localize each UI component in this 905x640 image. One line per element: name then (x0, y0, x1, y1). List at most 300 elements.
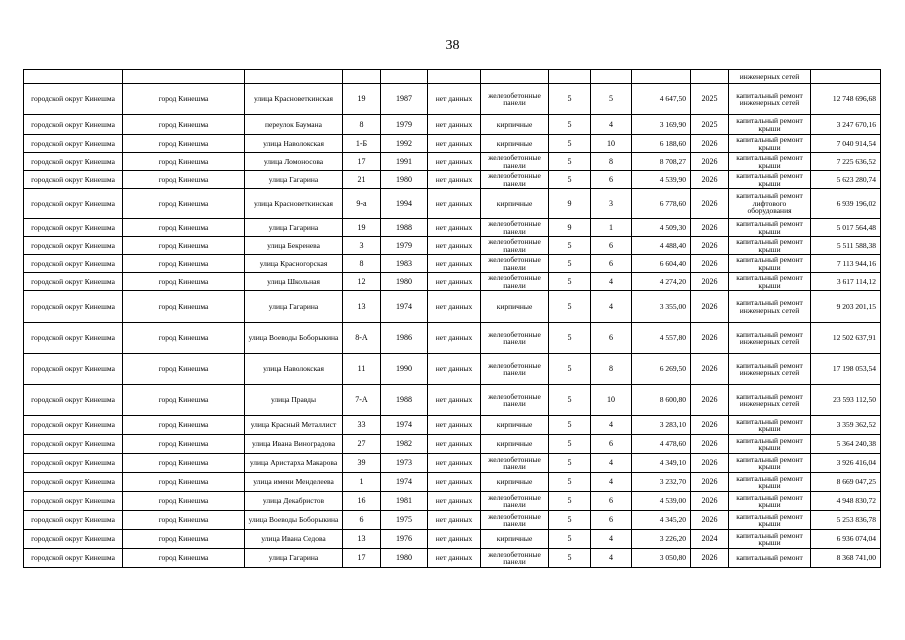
work-type-cell: капитальный ремонт крыши (729, 237, 811, 255)
work-type-cell: капитальный ремонт крыши (729, 135, 811, 153)
district-cell: городской округ Кинешма (24, 291, 123, 323)
table-row (24, 473, 881, 492)
entrances-cell: 6 (591, 492, 632, 511)
work-type-cell: капитальный ремонт крыши (729, 115, 811, 135)
table-row (24, 385, 881, 416)
year-commission-cell: нет данных (428, 549, 481, 568)
wall-material-cell: железобетонные панели (481, 454, 549, 473)
cost-cell: 5 623 280,74 (811, 171, 881, 189)
settlement-cell: город Кинешма (123, 255, 245, 273)
wall-material-cell: кирпичные (481, 473, 549, 492)
floors-cell: 5 (549, 255, 591, 273)
house-number-cell: 39 (343, 454, 381, 473)
year-cell: 1974 (381, 291, 428, 323)
entrances-cell: 6 (591, 435, 632, 454)
work-type-cell: капитальный ремонт крыши (729, 511, 811, 530)
house-number-cell: 17 (343, 549, 381, 568)
plan-year-cell: 2026 (691, 171, 729, 189)
year-cell: 1974 (381, 473, 428, 492)
area-cell: 8 600,80 (632, 385, 691, 416)
wall-material-cell: железобетонные панели (481, 385, 549, 416)
year-cell: 1990 (381, 354, 428, 385)
district-cell: городской округ Кинешма (24, 273, 123, 291)
plan-year-cell: 2026 (691, 189, 729, 219)
settlement-cell: город Кинешма (123, 135, 245, 153)
entrances-cell: 4 (591, 416, 632, 435)
cost-cell: 7 040 914,54 (811, 135, 881, 153)
street-cell: улица Гагарина (245, 219, 343, 237)
table-row (24, 171, 881, 189)
table-row (24, 435, 881, 454)
district-cell: городской округ Кинешма (24, 454, 123, 473)
floors-cell: 5 (549, 84, 591, 115)
table-row (24, 454, 881, 473)
street-cell: улица Наволокская (245, 354, 343, 385)
district-cell: городской округ Кинешма (24, 171, 123, 189)
area-cell: 3 050,80 (632, 549, 691, 568)
cost-cell: 5 511 588,38 (811, 237, 881, 255)
wall-material-cell: железобетонные панели (481, 255, 549, 273)
cost-cell: 5 253 836,78 (811, 511, 881, 530)
entrances-cell: 4 (591, 291, 632, 323)
plan-year-cell: 2026 (691, 385, 729, 416)
entrances-cell: 6 (591, 237, 632, 255)
floors-cell: 5 (549, 171, 591, 189)
district-cell: городской округ Кинешма (24, 354, 123, 385)
work-type-cell: капитальный ремонт крыши (729, 454, 811, 473)
work-type-cell: капитальный ремонт инженерных сетей (729, 354, 811, 385)
plan-year-cell: 2026 (691, 135, 729, 153)
work-type-cell: капитальный ремонт инженерных сетей (729, 323, 811, 354)
area-cell: 4 478,60 (632, 435, 691, 454)
plan-year-cell: 2026 (691, 219, 729, 237)
year-cell: 1992 (381, 135, 428, 153)
house-number-cell: 8 (343, 115, 381, 135)
house-number-cell: 1 (343, 473, 381, 492)
work-type-cell: капитальный ремонт крыши (729, 492, 811, 511)
wall-material-cell: железобетонные панели (481, 549, 549, 568)
floors-cell: 5 (549, 416, 591, 435)
street-cell: улица Декабристов (245, 492, 343, 511)
street-cell: улица Гагарина (245, 549, 343, 568)
entrances-cell: 8 (591, 354, 632, 385)
plan-year-cell: 2025 (691, 115, 729, 135)
year-commission-cell: нет данных (428, 189, 481, 219)
settlement-cell: город Кинешма (123, 323, 245, 354)
cost-cell: 7 225 636,52 (811, 153, 881, 171)
year-commission-cell: нет данных (428, 492, 481, 511)
settlement-cell: город Кинешма (123, 237, 245, 255)
house-number-cell: 13 (343, 291, 381, 323)
work-type-cell: инженерных сетей (729, 70, 811, 84)
street-cell: улица Наволокская (245, 135, 343, 153)
cost-cell: 9 203 201,15 (811, 291, 881, 323)
table-row (24, 273, 881, 291)
table-row (24, 189, 881, 219)
house-number-cell: 19 (343, 84, 381, 115)
year-cell: 1981 (381, 492, 428, 511)
floors-cell: 5 (549, 237, 591, 255)
wall-material-cell: железобетонные панели (481, 171, 549, 189)
street-cell: улица Гагарина (245, 171, 343, 189)
entrances-cell: 4 (591, 273, 632, 291)
district-cell: городской округ Кинешма (24, 416, 123, 435)
street-cell: улица Гагарина (245, 291, 343, 323)
work-type-cell: капитальный ремонт крыши (729, 473, 811, 492)
settlement-cell: город Кинешма (123, 153, 245, 171)
plan-year-cell: 2026 (691, 511, 729, 530)
street-cell: улица Красноветкинская (245, 84, 343, 115)
year-commission-cell: нет данных (428, 530, 481, 549)
year-cell: 1973 (381, 454, 428, 473)
table-row (24, 255, 881, 273)
year-commission-cell: нет данных (428, 435, 481, 454)
house-number-cell: 6 (343, 511, 381, 530)
entrances-cell: 4 (591, 549, 632, 568)
wall-material-cell: железобетонные панели (481, 84, 549, 115)
entrances-cell: 10 (591, 385, 632, 416)
cost-cell: 4 948 830,72 (811, 492, 881, 511)
wall-material-cell: кирпичные (481, 435, 549, 454)
settlement-cell: город Кинешма (123, 291, 245, 323)
settlement-cell: город Кинешма (123, 454, 245, 473)
floors-cell: 9 (549, 219, 591, 237)
year-commission-cell: нет данных (428, 84, 481, 115)
plan-year-cell: 2026 (691, 473, 729, 492)
settlement-cell: город Кинешма (123, 416, 245, 435)
year-commission-cell: нет данных (428, 135, 481, 153)
year-cell: 1980 (381, 171, 428, 189)
year-commission-cell: нет данных (428, 354, 481, 385)
year-cell: 1980 (381, 273, 428, 291)
wall-material-cell: кирпичные (481, 416, 549, 435)
year-commission-cell: нет данных (428, 473, 481, 492)
house-number-cell: 21 (343, 171, 381, 189)
settlement-cell: город Кинешма (123, 171, 245, 189)
table-row (24, 549, 881, 568)
settlement-cell: город Кинешма (123, 189, 245, 219)
entrances-cell: 10 (591, 135, 632, 153)
cost-cell: 3 926 416,04 (811, 454, 881, 473)
settlement-cell: город Кинешма (123, 354, 245, 385)
house-number-cell: 27 (343, 435, 381, 454)
house-number-cell: 19 (343, 219, 381, 237)
floors-cell: 9 (549, 189, 591, 219)
entrances-cell: 5 (591, 84, 632, 115)
year-commission-cell: нет данных (428, 153, 481, 171)
year-cell: 1988 (381, 219, 428, 237)
settlement-cell: город Кинешма (123, 549, 245, 568)
district-cell: городской округ Кинешма (24, 255, 123, 273)
wall-material-cell: железобетонные панели (481, 492, 549, 511)
year-commission-cell: нет данных (428, 291, 481, 323)
entrances-cell: 8 (591, 153, 632, 171)
cost-cell: 12 748 696,68 (811, 84, 881, 115)
year-commission-cell: нет данных (428, 454, 481, 473)
floors-cell: 5 (549, 153, 591, 171)
area-cell: 4 509,30 (632, 219, 691, 237)
house-number-cell: 7-А (343, 385, 381, 416)
cost-cell: 6 939 196,02 (811, 189, 881, 219)
entrances-cell: 4 (591, 454, 632, 473)
floors-cell: 5 (549, 435, 591, 454)
year-commission-cell: нет данных (428, 385, 481, 416)
table-row (24, 84, 881, 115)
plan-year-cell: 2026 (691, 549, 729, 568)
area-cell: 3 226,20 (632, 530, 691, 549)
house-number-cell: 9-а (343, 189, 381, 219)
wall-material-cell: железобетонные панели (481, 153, 549, 171)
settlement-cell: город Кинешма (123, 115, 245, 135)
entrances-cell: 4 (591, 115, 632, 135)
street-cell: улица Ломоносова (245, 153, 343, 171)
house-number-cell: 11 (343, 354, 381, 385)
table-row (24, 511, 881, 530)
year-cell: 1982 (381, 435, 428, 454)
year-cell: 1980 (381, 549, 428, 568)
district-cell: городской округ Кинешма (24, 511, 123, 530)
wall-material-cell: кирпичные (481, 530, 549, 549)
work-type-cell: капитальный ремонт крыши (729, 435, 811, 454)
year-commission-cell: нет данных (428, 511, 481, 530)
year-cell: 1994 (381, 189, 428, 219)
area-cell: 4 647,50 (632, 84, 691, 115)
table-row (24, 153, 881, 171)
house-number-cell: 12 (343, 273, 381, 291)
year-cell: 1979 (381, 115, 428, 135)
housing-repair-table (23, 69, 881, 568)
district-cell: городской округ Кинешма (24, 135, 123, 153)
settlement-cell: город Кинешма (123, 219, 245, 237)
settlement-cell: город Кинешма (123, 385, 245, 416)
house-number-cell: 8-А (343, 323, 381, 354)
cost-cell: 3 359 362,52 (811, 416, 881, 435)
year-cell: 1975 (381, 511, 428, 530)
year-commission-cell: нет данных (428, 323, 481, 354)
year-cell: 1974 (381, 416, 428, 435)
work-type-cell: капитальный ремонт крыши (729, 416, 811, 435)
plan-year-cell: 2026 (691, 255, 729, 273)
district-cell: городской округ Кинешма (24, 84, 123, 115)
settlement-cell: город Кинешма (123, 273, 245, 291)
area-cell: 4 557,80 (632, 323, 691, 354)
district-cell: городской округ Кинешма (24, 492, 123, 511)
district-cell: городской округ Кинешма (24, 385, 123, 416)
entrances-cell: 6 (591, 323, 632, 354)
entrances-cell: 1 (591, 219, 632, 237)
street-cell: улица Ивана Виноградова (245, 435, 343, 454)
street-cell: улица Красногорская (245, 255, 343, 273)
plan-year-cell: 2026 (691, 354, 729, 385)
work-type-cell: капитальный ремонт (729, 549, 811, 568)
wall-material-cell: кирпичные (481, 135, 549, 153)
district-cell: городской округ Кинешма (24, 153, 123, 171)
floors-cell: 5 (549, 385, 591, 416)
plan-year-cell: 2026 (691, 435, 729, 454)
street-cell: улица Воеводы Боборыкина (245, 511, 343, 530)
year-cell: 1991 (381, 153, 428, 171)
work-type-cell: капитальный ремонт инженерных сетей (729, 385, 811, 416)
house-number-cell: 33 (343, 416, 381, 435)
district-cell: городской округ Кинешма (24, 189, 123, 219)
wall-material-cell: железобетонные панели (481, 219, 549, 237)
year-commission-cell: нет данных (428, 237, 481, 255)
year-commission-cell: нет данных (428, 115, 481, 135)
table-row (24, 323, 881, 354)
entrances-cell: 3 (591, 189, 632, 219)
wall-material-cell: железобетонные панели (481, 323, 549, 354)
area-cell: 4 274,20 (632, 273, 691, 291)
district-cell: городской округ Кинешма (24, 237, 123, 255)
settlement-cell: город Кинешма (123, 492, 245, 511)
wall-material-cell: кирпичные (481, 291, 549, 323)
street-cell: улица Воеводы Боборыкина (245, 323, 343, 354)
area-cell: 4 349,10 (632, 454, 691, 473)
area-cell: 3 283,10 (632, 416, 691, 435)
table-body (24, 70, 881, 568)
plan-year-cell: 2026 (691, 291, 729, 323)
floors-cell: 5 (549, 135, 591, 153)
house-number-cell: 8 (343, 255, 381, 273)
street-cell: улица имени Менделеева (245, 473, 343, 492)
floors-cell: 5 (549, 291, 591, 323)
cost-cell: 8 669 047,25 (811, 473, 881, 492)
plan-year-cell: 2026 (691, 323, 729, 354)
plan-year-cell: 2026 (691, 237, 729, 255)
work-type-cell: капитальный ремонт крыши (729, 171, 811, 189)
year-commission-cell: нет данных (428, 171, 481, 189)
entrances-cell: 6 (591, 255, 632, 273)
settlement-cell: город Кинешма (123, 435, 245, 454)
cost-cell: 12 502 637,91 (811, 323, 881, 354)
year-commission-cell: нет данных (428, 219, 481, 237)
year-commission-cell: нет данных (428, 255, 481, 273)
floors-cell: 5 (549, 454, 591, 473)
district-cell: городской округ Кинешма (24, 530, 123, 549)
floors-cell: 5 (549, 511, 591, 530)
table-row (24, 530, 881, 549)
year-cell: 1983 (381, 255, 428, 273)
area-cell: 6 269,50 (632, 354, 691, 385)
street-cell: улица Красноветкинская (245, 189, 343, 219)
area-cell: 6 604,40 (632, 255, 691, 273)
house-number-cell: 17 (343, 153, 381, 171)
street-cell: улица Ивана Седова (245, 530, 343, 549)
wall-material-cell: кирпичные (481, 115, 549, 135)
area-cell: 3 355,00 (632, 291, 691, 323)
wall-material-cell: железобетонные панели (481, 354, 549, 385)
cost-cell: 3 247 670,16 (811, 115, 881, 135)
area-cell: 6 778,60 (632, 189, 691, 219)
table-row (24, 492, 881, 511)
page-number: 38 (445, 38, 460, 53)
house-number-cell: 3 (343, 237, 381, 255)
year-cell: 1987 (381, 84, 428, 115)
table-row (24, 416, 881, 435)
house-number-cell: 16 (343, 492, 381, 511)
work-type-cell: капитальный ремонт крыши (729, 273, 811, 291)
year-commission-cell: нет данных (428, 416, 481, 435)
house-number-cell: 1-Б (343, 135, 381, 153)
plan-year-cell: 2024 (691, 530, 729, 549)
table-row (24, 135, 881, 153)
floors-cell: 5 (549, 530, 591, 549)
settlement-cell: город Кинешма (123, 473, 245, 492)
wall-material-cell: железобетонные панели (481, 273, 549, 291)
table-row (24, 291, 881, 323)
area-cell: 4 345,20 (632, 511, 691, 530)
work-type-cell: капитальный ремонт инженерных сетей (729, 291, 811, 323)
year-commission-cell: нет данных (428, 273, 481, 291)
floors-cell: 5 (549, 354, 591, 385)
floors-cell: 5 (549, 323, 591, 354)
work-type-cell: капитальный ремонт инженерных сетей (729, 84, 811, 115)
district-cell: городской округ Кинешма (24, 435, 123, 454)
floors-cell: 5 (549, 473, 591, 492)
street-cell: улица Аристарха Макарова (245, 454, 343, 473)
plan-year-cell: 2026 (691, 454, 729, 473)
cost-cell: 7 113 944,16 (811, 255, 881, 273)
area-cell: 3 232,70 (632, 473, 691, 492)
entrances-cell: 6 (591, 171, 632, 189)
table-row (24, 237, 881, 255)
house-number-cell: 13 (343, 530, 381, 549)
settlement-cell: город Кинешма (123, 511, 245, 530)
cost-cell: 3 617 114,12 (811, 273, 881, 291)
cost-cell: 6 936 074,04 (811, 530, 881, 549)
table-row (24, 115, 881, 135)
cost-cell: 8 368 741,00 (811, 549, 881, 568)
plan-year-cell: 2026 (691, 416, 729, 435)
district-cell: городской округ Кинешма (24, 219, 123, 237)
wall-material-cell: железобетонные панели (481, 237, 549, 255)
year-cell: 1986 (381, 323, 428, 354)
plan-year-cell: 2026 (691, 153, 729, 171)
wall-material-cell: железобетонные панели (481, 511, 549, 530)
area-cell: 4 539,00 (632, 492, 691, 511)
street-cell: улица Красный Металлист (245, 416, 343, 435)
area-cell: 3 169,90 (632, 115, 691, 135)
table-row-continued (24, 70, 881, 84)
plan-year-cell: 2026 (691, 273, 729, 291)
floors-cell: 5 (549, 115, 591, 135)
street-cell: улица Школьная (245, 273, 343, 291)
work-type-cell: капитальный ремонт крыши (729, 255, 811, 273)
cost-cell: 5 364 240,38 (811, 435, 881, 454)
district-cell: городской округ Кинешма (24, 473, 123, 492)
settlement-cell: город Кинешма (123, 530, 245, 549)
cost-cell: 17 198 053,54 (811, 354, 881, 385)
year-cell: 1988 (381, 385, 428, 416)
work-type-cell: капитальный ремонт крыши (729, 219, 811, 237)
work-type-cell: капитальный ремонт лифтового оборудования (729, 189, 811, 219)
area-cell: 6 188,60 (632, 135, 691, 153)
district-cell: городской округ Кинешма (24, 549, 123, 568)
settlement-cell: город Кинешма (123, 84, 245, 115)
area-cell: 4 539,90 (632, 171, 691, 189)
work-type-cell: капитальный ремонт крыши (729, 153, 811, 171)
entrances-cell: 6 (591, 511, 632, 530)
district-cell: городской округ Кинешма (24, 323, 123, 354)
year-cell: 1979 (381, 237, 428, 255)
work-type-cell: капитальный ремонт крыши (729, 530, 811, 549)
cost-cell: 5 017 564,48 (811, 219, 881, 237)
floors-cell: 5 (549, 273, 591, 291)
district-cell: городской округ Кинешма (24, 115, 123, 135)
cost-cell: 23 593 112,50 (811, 385, 881, 416)
entrances-cell: 4 (591, 473, 632, 492)
street-cell: улица Бекренева (245, 237, 343, 255)
